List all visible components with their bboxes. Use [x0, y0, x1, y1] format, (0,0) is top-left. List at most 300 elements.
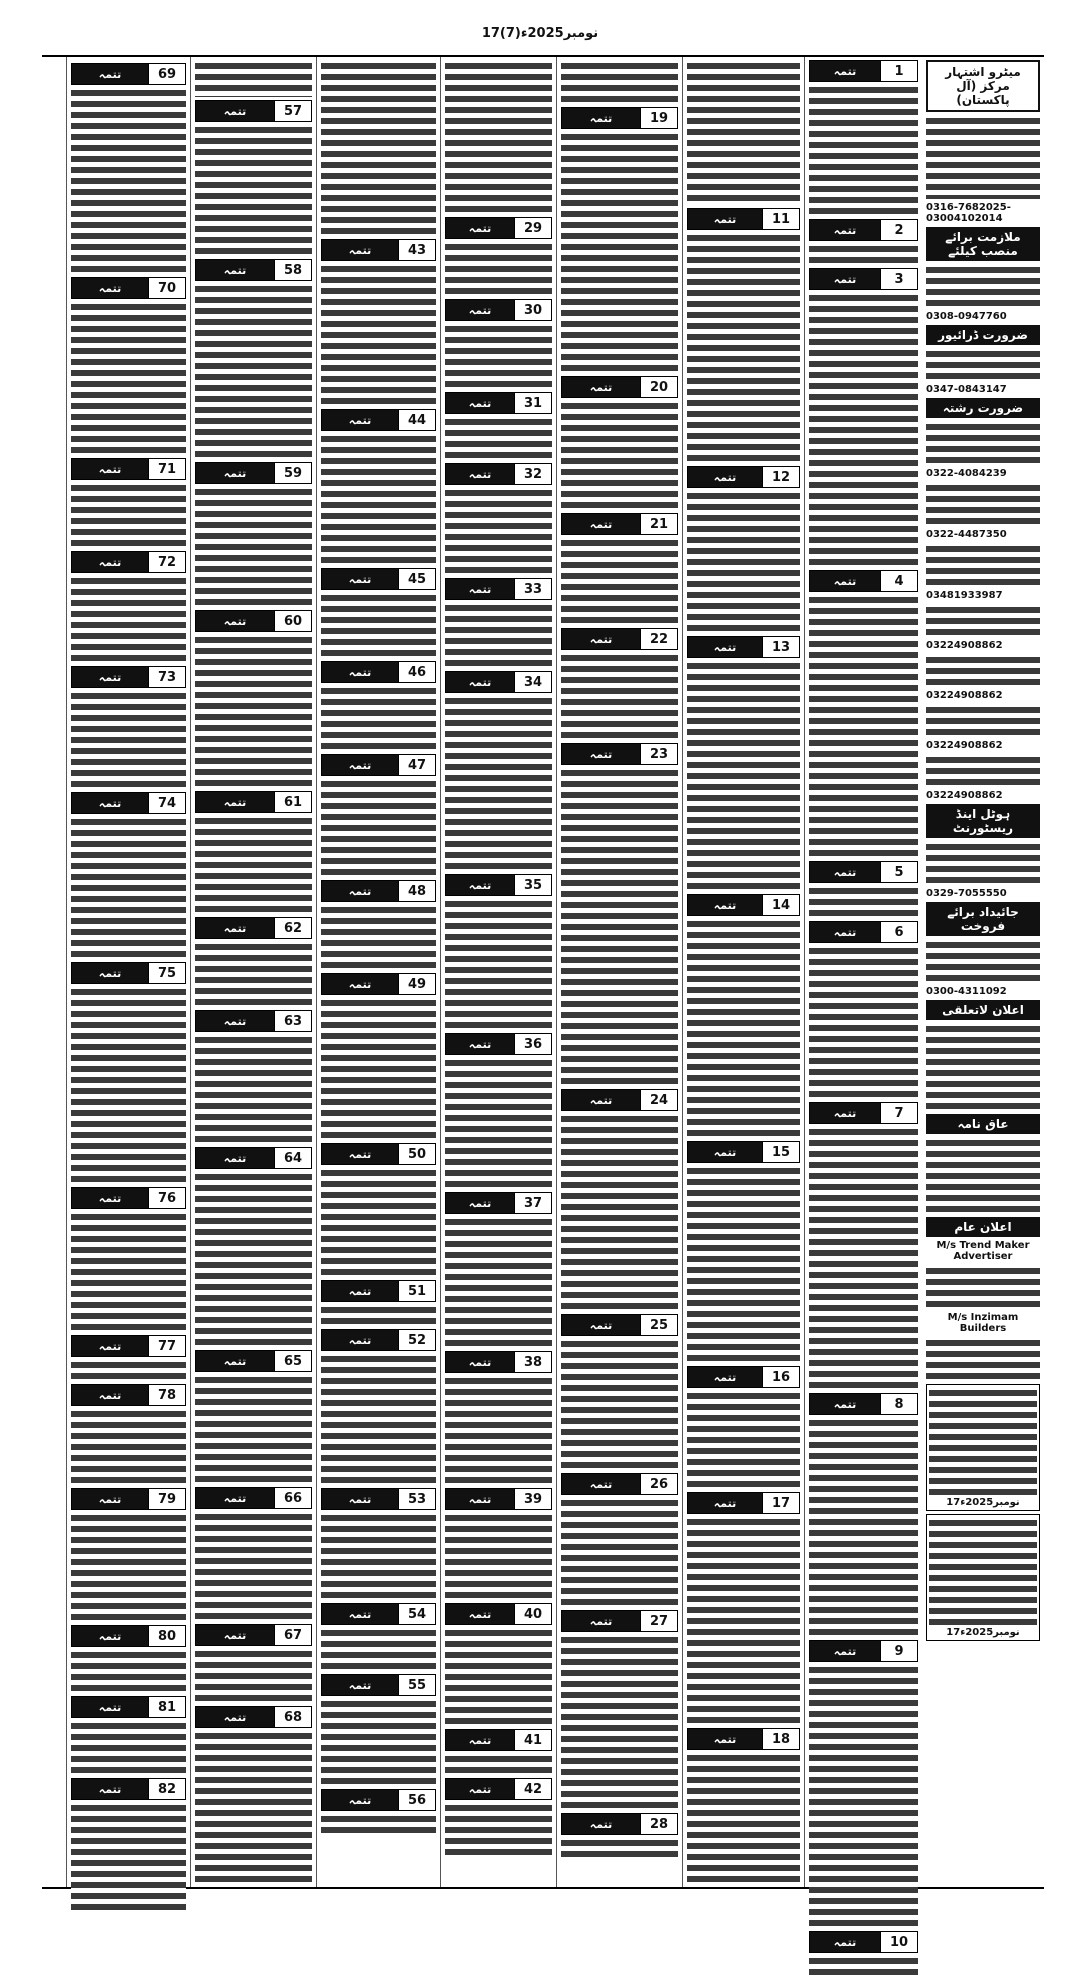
block-text: [687, 232, 800, 463]
block-label: تتمہ: [322, 1330, 398, 1350]
block-label: تتمہ: [562, 1090, 640, 1110]
column-57-68: [190, 57, 316, 1887]
block-label: تتمہ: [562, 1315, 640, 1335]
heading-public-notice: اعلان عام: [926, 1217, 1040, 1237]
block-label: تتمہ: [446, 464, 514, 484]
block-label: تتمہ: [688, 1367, 762, 1387]
column-29-42: [440, 57, 556, 1887]
block-label: تتمہ: [688, 637, 762, 657]
continuation-block: [321, 1329, 436, 1485]
block-label: تتمہ: [322, 410, 398, 430]
block-text: [195, 941, 312, 1007]
block-text: [445, 323, 552, 389]
block-number: 51: [398, 1281, 435, 1301]
column-1-10: [804, 57, 922, 1950]
block-number: 79: [148, 1489, 185, 1509]
block-number: 24: [640, 1090, 677, 1110]
continuation-block: [195, 1147, 312, 1347]
continuation-block: [809, 1102, 918, 1390]
block-text: [445, 1753, 552, 1775]
block-number: 48: [398, 881, 435, 901]
continuation-block: [445, 1192, 552, 1348]
block-number: 33: [514, 579, 551, 599]
block-text: [561, 767, 678, 1086]
block-label: تتمہ: [322, 240, 398, 260]
block-label: تتمہ: [196, 1011, 274, 1031]
masthead-text: [926, 115, 1040, 199]
block-text: [195, 634, 312, 788]
court-notice-1: [926, 1384, 1040, 1511]
block-text: [445, 602, 552, 668]
hotel-phone: 0329-7055550: [926, 888, 1007, 899]
block-label: تتمہ: [72, 1188, 148, 1208]
block-number: 30: [514, 300, 551, 320]
continuation-block: [445, 874, 552, 1030]
block-number: 36: [514, 1034, 551, 1054]
block-number: 8: [880, 1394, 917, 1414]
block-text: [71, 1211, 186, 1332]
block-label: تتمہ: [72, 1385, 148, 1405]
block-number: 5: [880, 862, 917, 882]
continuation-block: [445, 392, 552, 460]
continuation-block: [687, 466, 800, 633]
block-text: [687, 918, 800, 1138]
property-text: [926, 939, 1040, 983]
continuation-block: [687, 1141, 800, 1363]
heading-staff: ملازمت برائے منصب کیلئے: [926, 227, 1040, 261]
column-11-18: [682, 57, 804, 1887]
block-label: تتمہ: [72, 667, 148, 687]
rishta-text-4: [926, 604, 1040, 637]
heading-disassociation: اعلان لاتعلقی: [926, 1000, 1040, 1020]
block-label: تتمہ: [446, 1193, 514, 1213]
block-text: [809, 243, 918, 265]
block-text: [321, 1627, 436, 1671]
block-number: 74: [148, 793, 185, 813]
continuation-block: [195, 100, 312, 256]
block-label: تتمہ: [196, 463, 274, 483]
masthead-phone: 0316-7682025-03004102014: [926, 202, 1011, 224]
block-text: [687, 1165, 800, 1363]
block-number: 58: [274, 260, 311, 280]
block-label: تتمہ: [810, 571, 880, 591]
classifieds-column: [922, 57, 1044, 1887]
block-number: 80: [148, 1626, 185, 1646]
continuation-block: [561, 1089, 678, 1311]
continuation-block: [321, 1603, 436, 1671]
continuation-block: [809, 921, 918, 1099]
rishta-phone-7: 03224908862: [926, 790, 1003, 801]
block-number: 28: [640, 1814, 677, 1834]
block-number: 26: [640, 1474, 677, 1494]
block-text: [195, 815, 312, 914]
rishta-text-5: [926, 654, 1040, 687]
block-label: تتمہ: [688, 1142, 762, 1162]
continuation-block: [445, 1778, 552, 1857]
lead-text: [195, 60, 312, 97]
court-notice-1-date: 17نومبر2025ء: [946, 1497, 1020, 1508]
block-label: تتمہ: [72, 1626, 148, 1646]
block-label: تتمہ: [72, 459, 148, 479]
block-text: [809, 594, 918, 858]
block-number: 55: [398, 1675, 435, 1695]
block-number: 78: [148, 1385, 185, 1405]
lead-text: [445, 60, 552, 214]
block-text: [809, 885, 918, 918]
continuation-block: [71, 277, 186, 455]
block-text: [321, 1167, 436, 1277]
block-text: [809, 1664, 918, 1928]
block-text: [561, 1837, 678, 1859]
continuation-block: [71, 1384, 186, 1485]
block-label: تتمہ: [196, 1707, 274, 1727]
court-notice-2-date: 17نومبر2025ء: [946, 1627, 1020, 1638]
block-text: [445, 1512, 552, 1600]
block-label: تتمہ: [562, 1814, 640, 1834]
rishta-phone-2: 0322-4487350: [926, 529, 1007, 540]
block-text: [71, 1408, 186, 1485]
block-label: تتمہ: [72, 1336, 148, 1356]
block-number: 70: [148, 278, 185, 298]
block-text: [809, 945, 918, 1099]
block-label: تتمہ: [322, 1489, 398, 1509]
block-label: تتمہ: [196, 611, 274, 631]
block-text: [445, 1375, 552, 1485]
block-text: [445, 1802, 552, 1857]
block-label: تتمہ: [196, 1148, 274, 1168]
block-text: [321, 1813, 436, 1835]
continuation-block: [687, 894, 800, 1138]
continuation-block: [445, 299, 552, 389]
block-number: 49: [398, 974, 435, 994]
continuation-block: [321, 568, 436, 658]
continuation-block: [195, 462, 312, 607]
block-number: 53: [398, 1489, 435, 1509]
block-text: [561, 131, 678, 373]
block-number: 60: [274, 611, 311, 631]
block-number: 7: [880, 1103, 917, 1123]
rishta-phone-1: 0322-4084239: [926, 468, 1007, 479]
block-number: 42: [514, 1779, 551, 1799]
continuation-block: [445, 463, 552, 575]
continuation-block: [445, 217, 552, 296]
block-text: [561, 1634, 678, 1810]
continuation-block: [561, 1610, 678, 1810]
block-label: تتمہ: [446, 672, 514, 692]
court-notice-2-text: [929, 1517, 1037, 1627]
column-69-82: [66, 57, 190, 1887]
rishta-phone-5: 03224908862: [926, 690, 1003, 701]
block-text: [445, 1216, 552, 1348]
block-text: [445, 695, 552, 871]
continuation-block: [71, 666, 186, 789]
continuation-block: [321, 409, 436, 565]
block-label: تتمہ: [810, 1103, 880, 1123]
block-number: 13: [762, 637, 799, 657]
block-text: [321, 1698, 436, 1786]
block-text: [195, 1648, 312, 1703]
continuation-block: [71, 962, 186, 1184]
continuation-block: [687, 636, 800, 891]
court-notice-2: [926, 1514, 1040, 1641]
block-number: 71: [148, 459, 185, 479]
lead-text: [321, 60, 436, 236]
block-number: 40: [514, 1604, 551, 1624]
block-text: [687, 660, 800, 891]
continuation-block: [809, 1931, 918, 1977]
block-number: 37: [514, 1193, 551, 1213]
continuation-block: [71, 1625, 186, 1693]
continuation-block: [321, 973, 436, 1140]
continuation-block: [321, 239, 436, 406]
heading-property: جائیداد برائے فروخت: [926, 902, 1040, 936]
block-label: تتمہ: [810, 1394, 880, 1414]
continuation-block: [71, 63, 186, 274]
block-label: تتمہ: [196, 918, 274, 938]
block-text: [809, 1955, 918, 1977]
continuation-block: [809, 268, 918, 567]
block-label: تتمہ: [688, 209, 762, 229]
block-number: 57: [274, 101, 311, 121]
block-number: 46: [398, 662, 435, 682]
block-number: 56: [398, 1790, 435, 1810]
block-text: [809, 1126, 918, 1390]
block-label: تتمہ: [562, 514, 640, 534]
block-text: [321, 433, 436, 565]
block-text: [71, 301, 186, 455]
continuation-block: [809, 570, 918, 858]
block-label: تتمہ: [322, 1144, 398, 1164]
block-text: [445, 898, 552, 1030]
block-label: تتمہ: [562, 377, 640, 397]
block-text: [71, 986, 186, 1184]
block-text: [71, 575, 186, 663]
block-text: [321, 1353, 436, 1485]
continuation-block: [71, 1335, 186, 1381]
block-number: 35: [514, 875, 551, 895]
continuation-block: [195, 259, 312, 459]
block-text: [71, 1802, 186, 1912]
block-label: تتمہ: [446, 393, 514, 413]
block-text: [321, 685, 436, 751]
driver-phone: 0347-0843147: [926, 384, 1007, 395]
continuation-block: [561, 1813, 678, 1859]
block-number: 21: [640, 514, 677, 534]
block-text: [71, 1649, 186, 1693]
continuation-block: [809, 60, 918, 216]
block-text: [71, 1359, 186, 1381]
block-label: تتمہ: [322, 1604, 398, 1624]
block-label: تتمہ: [322, 1281, 398, 1301]
block-text: [71, 482, 186, 548]
block-number: 68: [274, 1707, 311, 1727]
block-label: تتمہ: [446, 300, 514, 320]
continuation-block: [561, 743, 678, 1086]
block-text: [809, 292, 918, 567]
block-text: [195, 124, 312, 256]
block-text: [195, 1374, 312, 1484]
rishta-phone-4: 03224908862: [926, 640, 1003, 651]
block-text: [71, 1720, 186, 1775]
block-label: تتمہ: [446, 1779, 514, 1799]
block-text: [445, 241, 552, 296]
continuation-block: [195, 1706, 312, 1884]
block-label: تتمہ: [562, 1611, 640, 1631]
block-text: [321, 263, 436, 406]
block-number: 2: [880, 220, 917, 240]
continuation-block: [195, 791, 312, 914]
continuation-block: [561, 1473, 678, 1607]
block-text: [71, 816, 186, 959]
block-number: 62: [274, 918, 311, 938]
hotel-text: [926, 841, 1040, 885]
block-text: [195, 1034, 312, 1144]
block-number: 38: [514, 1352, 551, 1372]
block-label: تتمہ: [322, 1790, 398, 1810]
block-label: تتمہ: [322, 662, 398, 682]
continuation-block: [561, 513, 678, 625]
block-number: 61: [274, 792, 311, 812]
block-text: [71, 87, 186, 274]
block-label: تتمہ: [322, 569, 398, 589]
block-label: تتمہ: [810, 220, 880, 240]
heading-driver: ضرورت ڈرائیور: [926, 325, 1040, 345]
block-number: 44: [398, 410, 435, 430]
block-number: 22: [640, 629, 677, 649]
block-label: تتمہ: [72, 1779, 148, 1799]
block-text: [687, 1390, 800, 1489]
column-43-56: [316, 57, 440, 1887]
continuation-block: [321, 880, 436, 970]
block-number: 12: [762, 467, 799, 487]
block-label: تتمہ: [196, 260, 274, 280]
block-number: 73: [148, 667, 185, 687]
block-label: تتمہ: [446, 1352, 514, 1372]
block-number: 14: [762, 895, 799, 915]
block-label: تتمہ: [446, 579, 514, 599]
staff-text: [926, 264, 1040, 308]
block-number: 4: [880, 571, 917, 591]
lead-text: [561, 60, 678, 104]
block-number: 17: [762, 1493, 799, 1513]
block-label: تتمہ: [72, 1489, 148, 1509]
block-label: تتمہ: [72, 64, 148, 84]
block-number: 39: [514, 1489, 551, 1509]
block-label: تتمہ: [196, 101, 274, 121]
block-label: تتمہ: [446, 1604, 514, 1624]
block-number: 41: [514, 1730, 551, 1750]
block-text: [321, 997, 436, 1140]
block-label: تتمہ: [688, 895, 762, 915]
block-number: 76: [148, 1188, 185, 1208]
block-number: 63: [274, 1011, 311, 1031]
block-label: تتمہ: [72, 552, 148, 572]
block-label: تتمہ: [72, 1697, 148, 1717]
block-label: تتمہ: [562, 108, 640, 128]
block-label: تتمہ: [446, 218, 514, 238]
staff-phone: 0308-0947760: [926, 311, 1007, 322]
page-dateline: 17نومبر2025ء(7): [481, 26, 599, 41]
masthead-title: میٹرو اشتہار مرکز (آل پاکستان): [926, 60, 1040, 112]
block-label: تتمہ: [196, 1625, 274, 1645]
block-text: [321, 1512, 436, 1600]
block-number: 1: [880, 61, 917, 81]
block-text: [195, 1511, 312, 1621]
block-label: تتمہ: [810, 1641, 880, 1661]
block-number: 54: [398, 1604, 435, 1624]
block-number: 34: [514, 672, 551, 692]
continuation-block: [445, 1033, 552, 1189]
block-text: [195, 283, 312, 459]
continuation-block: [195, 1624, 312, 1703]
continuation-block: [195, 1350, 312, 1484]
property-phone: 0300-4311092: [926, 986, 1007, 997]
block-number: 29: [514, 218, 551, 238]
continuation-block: [71, 458, 186, 548]
rishta-phone-6: 03224908862: [926, 740, 1003, 751]
continuation-block: [195, 610, 312, 788]
block-number: 10: [880, 1932, 917, 1952]
block-number: 72: [148, 552, 185, 572]
block-number: 27: [640, 1611, 677, 1631]
rishta-text-3: [926, 543, 1040, 587]
block-text: [195, 1171, 312, 1347]
block-number: 43: [398, 240, 435, 260]
block-label: تتمہ: [688, 1729, 762, 1749]
block-label: تتمہ: [196, 1351, 274, 1371]
continuation-block: [71, 1778, 186, 1912]
continuation-block: [561, 628, 678, 740]
continuation-block: [321, 1488, 436, 1600]
block-label: تتمہ: [72, 963, 148, 983]
heading-rishta: ضرورت رشتہ: [926, 398, 1040, 418]
block-text: [195, 486, 312, 607]
block-text: [561, 400, 678, 510]
block-number: 47: [398, 755, 435, 775]
continuation-block: [321, 1280, 436, 1326]
continuation-block: [687, 1492, 800, 1725]
block-number: 65: [274, 1351, 311, 1371]
block-label: تتمہ: [446, 875, 514, 895]
continuation-block: [445, 1488, 552, 1600]
block-number: 66: [274, 1488, 311, 1508]
block-number: 77: [148, 1336, 185, 1356]
block-text: [445, 1057, 552, 1189]
rishta-phone-3: 03481933987: [926, 590, 1003, 601]
block-number: 23: [640, 744, 677, 764]
continuation-block: [71, 551, 186, 663]
block-text: [321, 778, 436, 877]
continuation-block: [687, 208, 800, 463]
continuation-block: [445, 1729, 552, 1775]
aaq-nama-text: [926, 1137, 1040, 1214]
continuation-block: [321, 754, 436, 877]
block-label: تتمہ: [72, 278, 148, 298]
block-number: 81: [148, 1697, 185, 1717]
continuation-block: [445, 578, 552, 668]
block-number: 9: [880, 1641, 917, 1661]
continuation-block: [445, 671, 552, 871]
block-text: [71, 690, 186, 789]
block-label: تتمہ: [562, 1474, 640, 1494]
block-number: 6: [880, 922, 917, 942]
heading-hotel: ہوٹل اینڈ ریسٹورنٹ: [926, 804, 1040, 838]
heading-aaq-nama: عاق نامہ: [926, 1114, 1040, 1134]
continuation-block: [71, 1187, 186, 1332]
continuation-block: [445, 1351, 552, 1485]
block-number: 45: [398, 569, 435, 589]
public-notice-text-2: [926, 1337, 1040, 1381]
